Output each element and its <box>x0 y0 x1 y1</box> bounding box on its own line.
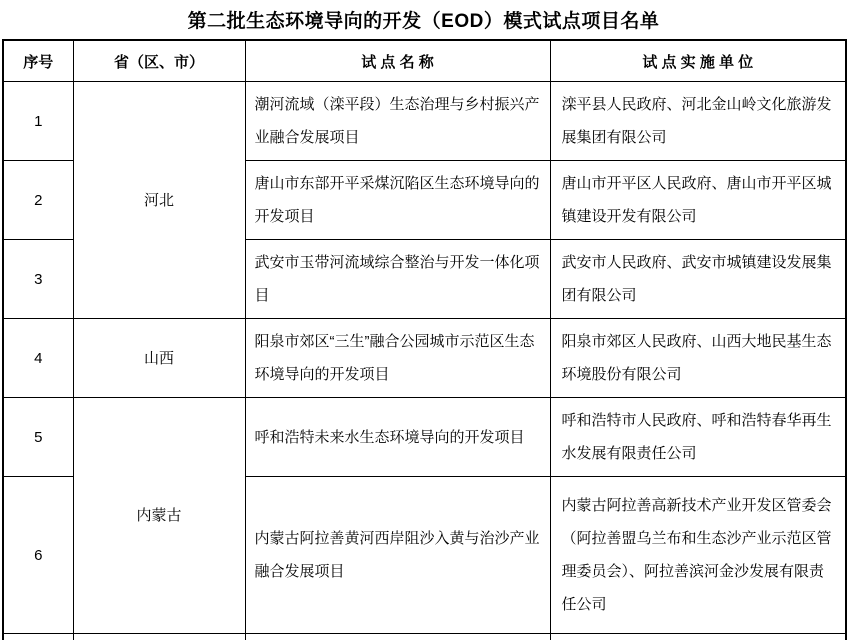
cell-implementing-unit: 内蒙古阿拉善高新技术产业开发区管委会（阿拉善盟乌兰布和生态沙产业示范区管理委员会）、阿拉善滨河金沙发展有限责任公司 <box>550 477 846 634</box>
cell-pilot-name: 内蒙古阿拉善黄河西岸阻沙入黄与治沙产业融合发展项目 <box>245 477 550 634</box>
page-title: 第二批生态环境导向的开发（EOD）模式试点项目名单 <box>187 11 660 32</box>
cell-province: 山西 <box>73 319 245 398</box>
header-pilot-name: 试 点 名 称 <box>245 40 550 82</box>
cell-pilot-name: 阳泉市郊区“三生”融合公园城市示范区生态环境导向的开发项目 <box>245 319 550 398</box>
table-body <box>3 82 846 640</box>
cell-empty <box>550 634 846 640</box>
cell-empty <box>3 634 73 640</box>
cell-implementing-unit: 唐山市开平区人民政府、唐山市开平区城镇建设开发有限公司 <box>550 161 846 240</box>
cell-serial-number: 4 <box>3 319 73 398</box>
cell-pilot-name: 唐山市东部开平采煤沉陷区生态环境导向的开发项目 <box>245 161 550 240</box>
header-serial-number: 序号 <box>3 40 73 82</box>
cell-pilot-name: 呼和浩特未来水生态环境导向的开发项目 <box>245 398 550 477</box>
cell-serial-number: 6 <box>3 477 73 634</box>
cell-pilot-name: 武安市玉带河流域综合整治与开发一体化项目 <box>245 240 550 319</box>
table-row-partial <box>3 634 846 640</box>
cell-implementing-unit: 呼和浩特市人民政府、呼和浩特春华再生水发展有限责任公司 <box>550 398 846 477</box>
header-row <box>3 40 846 82</box>
cell-province: 河北 <box>73 82 245 319</box>
table-row <box>3 82 846 161</box>
eod-pilot-table <box>2 39 847 640</box>
table-row <box>3 398 846 477</box>
cell-implementing-unit: 阳泉市郊区人民政府、山西大地民基生态环境股份有限公司 <box>550 319 846 398</box>
cell-serial-number: 3 <box>3 240 73 319</box>
cell-serial-number: 2 <box>3 161 73 240</box>
cell-implementing-unit: 武安市人民政府、武安市城镇建设发展集团有限公司 <box>550 240 846 319</box>
table-header <box>3 40 846 82</box>
cell-empty <box>245 634 550 640</box>
header-province: 省（区、市） <box>73 40 245 82</box>
header-implementing-unit: 试 点 实 施 单 位 <box>550 40 846 82</box>
cell-empty <box>73 634 245 640</box>
cell-province: 内蒙古 <box>73 398 245 634</box>
cell-implementing-unit: 滦平县人民政府、河北金山岭文化旅游发展集团有限公司 <box>550 82 846 161</box>
cell-serial-number: 1 <box>3 82 73 161</box>
cell-pilot-name: 潮河流域（滦平段）生态治理与乡村振兴产业融合发展项目 <box>245 82 550 161</box>
cell-serial-number: 5 <box>3 398 73 477</box>
table-row <box>3 319 846 398</box>
